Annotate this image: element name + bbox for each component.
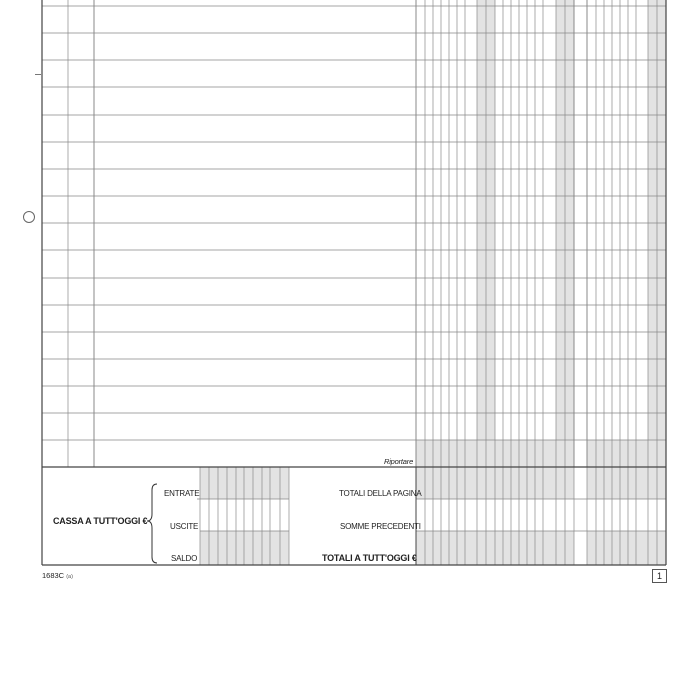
carry-forward-label: Riportare	[384, 457, 414, 466]
saldo-label: SALDO	[171, 554, 198, 563]
shaded-total-cell	[587, 531, 666, 565]
previous-sums-label: SOMME PRECEDENTI	[340, 522, 421, 531]
punch-hole-icon	[23, 211, 35, 223]
margin-tick-mark	[35, 74, 41, 75]
cash-title: CASSA A TUTT'OGGI €	[53, 516, 148, 526]
page-number-box: 1	[652, 569, 667, 583]
curly-brace-icon	[147, 484, 157, 563]
totals-to-date-label: TOTALI A TUTT'OGGI €	[322, 553, 417, 563]
form-code	[42, 571, 73, 580]
entrate-label: ENTRATE	[164, 489, 200, 498]
page-totals-label: TOTALI DELLA PAGINA	[339, 489, 422, 498]
shaded-cash-cell	[200, 531, 289, 565]
shaded-total-cell	[587, 467, 666, 499]
shaded-carry-row	[587, 440, 666, 467]
shaded-cash-cell	[200, 467, 289, 499]
form-code-main: 1683C	[42, 571, 65, 580]
form-code-suffix: (a)	[66, 574, 73, 580]
uscite-label: USCITE	[170, 522, 199, 531]
